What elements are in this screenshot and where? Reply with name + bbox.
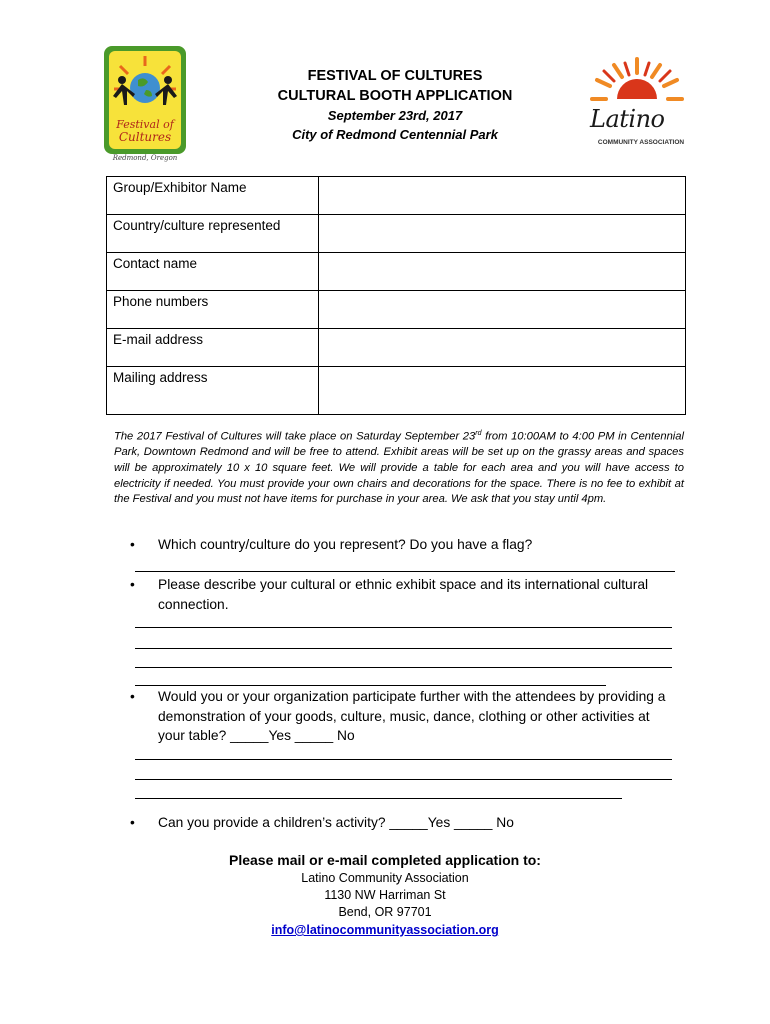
latino-community-association-logo [582,55,692,155]
form-field-contact[interactable] [319,253,686,291]
form-label-country: Country/culture represented [107,215,319,253]
question-flag-text: Which country/culture do you represent? Do you have a flag? [158,537,533,552]
application-form-table [106,176,686,415]
event-description-part1: The 2017 Festival of Cultures will take place on Saturday September 23 [114,430,476,443]
form-field-phone[interactable] [319,291,686,329]
answer-line[interactable] [135,571,675,572]
form-label-group-name: Group/Exhibitor Name [107,177,319,215]
answer-line[interactable] [135,759,672,760]
mailing-street: 1130 NW Harriman St [324,888,446,902]
form-row [107,367,686,415]
latino-brand-text: Latino [590,105,665,133]
festival-logo-graphic [100,44,190,156]
form-row [107,177,686,215]
answer-line[interactable] [135,648,672,649]
mailing-instructions [0,850,770,939]
event-venue: City of Redmond Centennial Park [292,127,498,142]
answer-line[interactable] [135,798,622,799]
mailing-heading: Please mail or e-mail completed application to: [229,852,541,868]
form-row [107,253,686,291]
bullet-icon: • [130,537,135,552]
document-header [200,66,590,144]
event-description [114,426,684,508]
event-date: September 23rd, 2017 [327,108,463,123]
answer-line[interactable] [135,667,672,668]
form-label-phone: Phone numbers [107,291,319,329]
form-label-mailing: Mailing address [107,367,319,415]
form-field-email[interactable] [319,329,686,367]
mailing-city: Bend, OR 97701 [338,905,432,919]
question-demonstration-text: Would you or your organization participate further with the attendees by providing a demonstration of your goods, culture, music, dance, clothing or other activities at your table? _____Yes _____ No [158,689,666,743]
svg-text:Festival of: Festival of [116,118,174,131]
answer-line[interactable] [135,627,672,628]
question-exhibit-text: Please describe your cultural or ethnic exhibit space and its international cultural connection. [158,577,649,612]
bullet-icon: • [130,815,135,830]
latino-brand-subtitle: COMMUNITY ASSOCIATION [597,139,685,146]
form-label-contact: Contact name [107,253,319,291]
form-label-email: E-mail address [107,329,319,367]
form-field-group-name[interactable] [319,177,686,215]
form-row [107,215,686,253]
answer-line[interactable] [135,779,672,780]
bullet-icon: • [130,577,135,592]
mailing-org: Latino Community Association [301,871,469,885]
title-application: CULTURAL BOOTH APPLICATION [277,88,513,104]
festival-of-cultures-logo [100,44,190,166]
bullet-icon: • [130,689,135,704]
form-row [107,291,686,329]
answer-line[interactable] [135,685,606,686]
question-children-activity-text: Can you provide a children’s activity? _____Yes _____ No [158,815,514,830]
event-description-part2: from 10:00AM to 4:00 PM in Centennial Park, Downtown Redmond and will be free to attend. Exhibit areas will be set up on the grassy areas and spaces will be approximately 10 x 10 square feet. We will provide a table for each area and you will have access to electricity if needed. You must provide your own chairs and decorations for the space. There is no fee to exhibit at the Festival and you must not have items for purchase in your area. We ask that you stay until 4pm. [114,430,684,506]
form-field-country[interactable] [319,215,686,253]
form-field-mailing[interactable] [319,367,686,415]
form-row [107,329,686,367]
festival-logo-tagline: Redmond, Oregon [112,154,178,162]
date-suffix: rd [475,430,482,437]
title-festival: FESTIVAL OF CULTURES [307,68,483,84]
email-link[interactable]: info@latinocommunityassociation.org [271,923,499,937]
svg-text:Cultures: Cultures [118,130,172,144]
